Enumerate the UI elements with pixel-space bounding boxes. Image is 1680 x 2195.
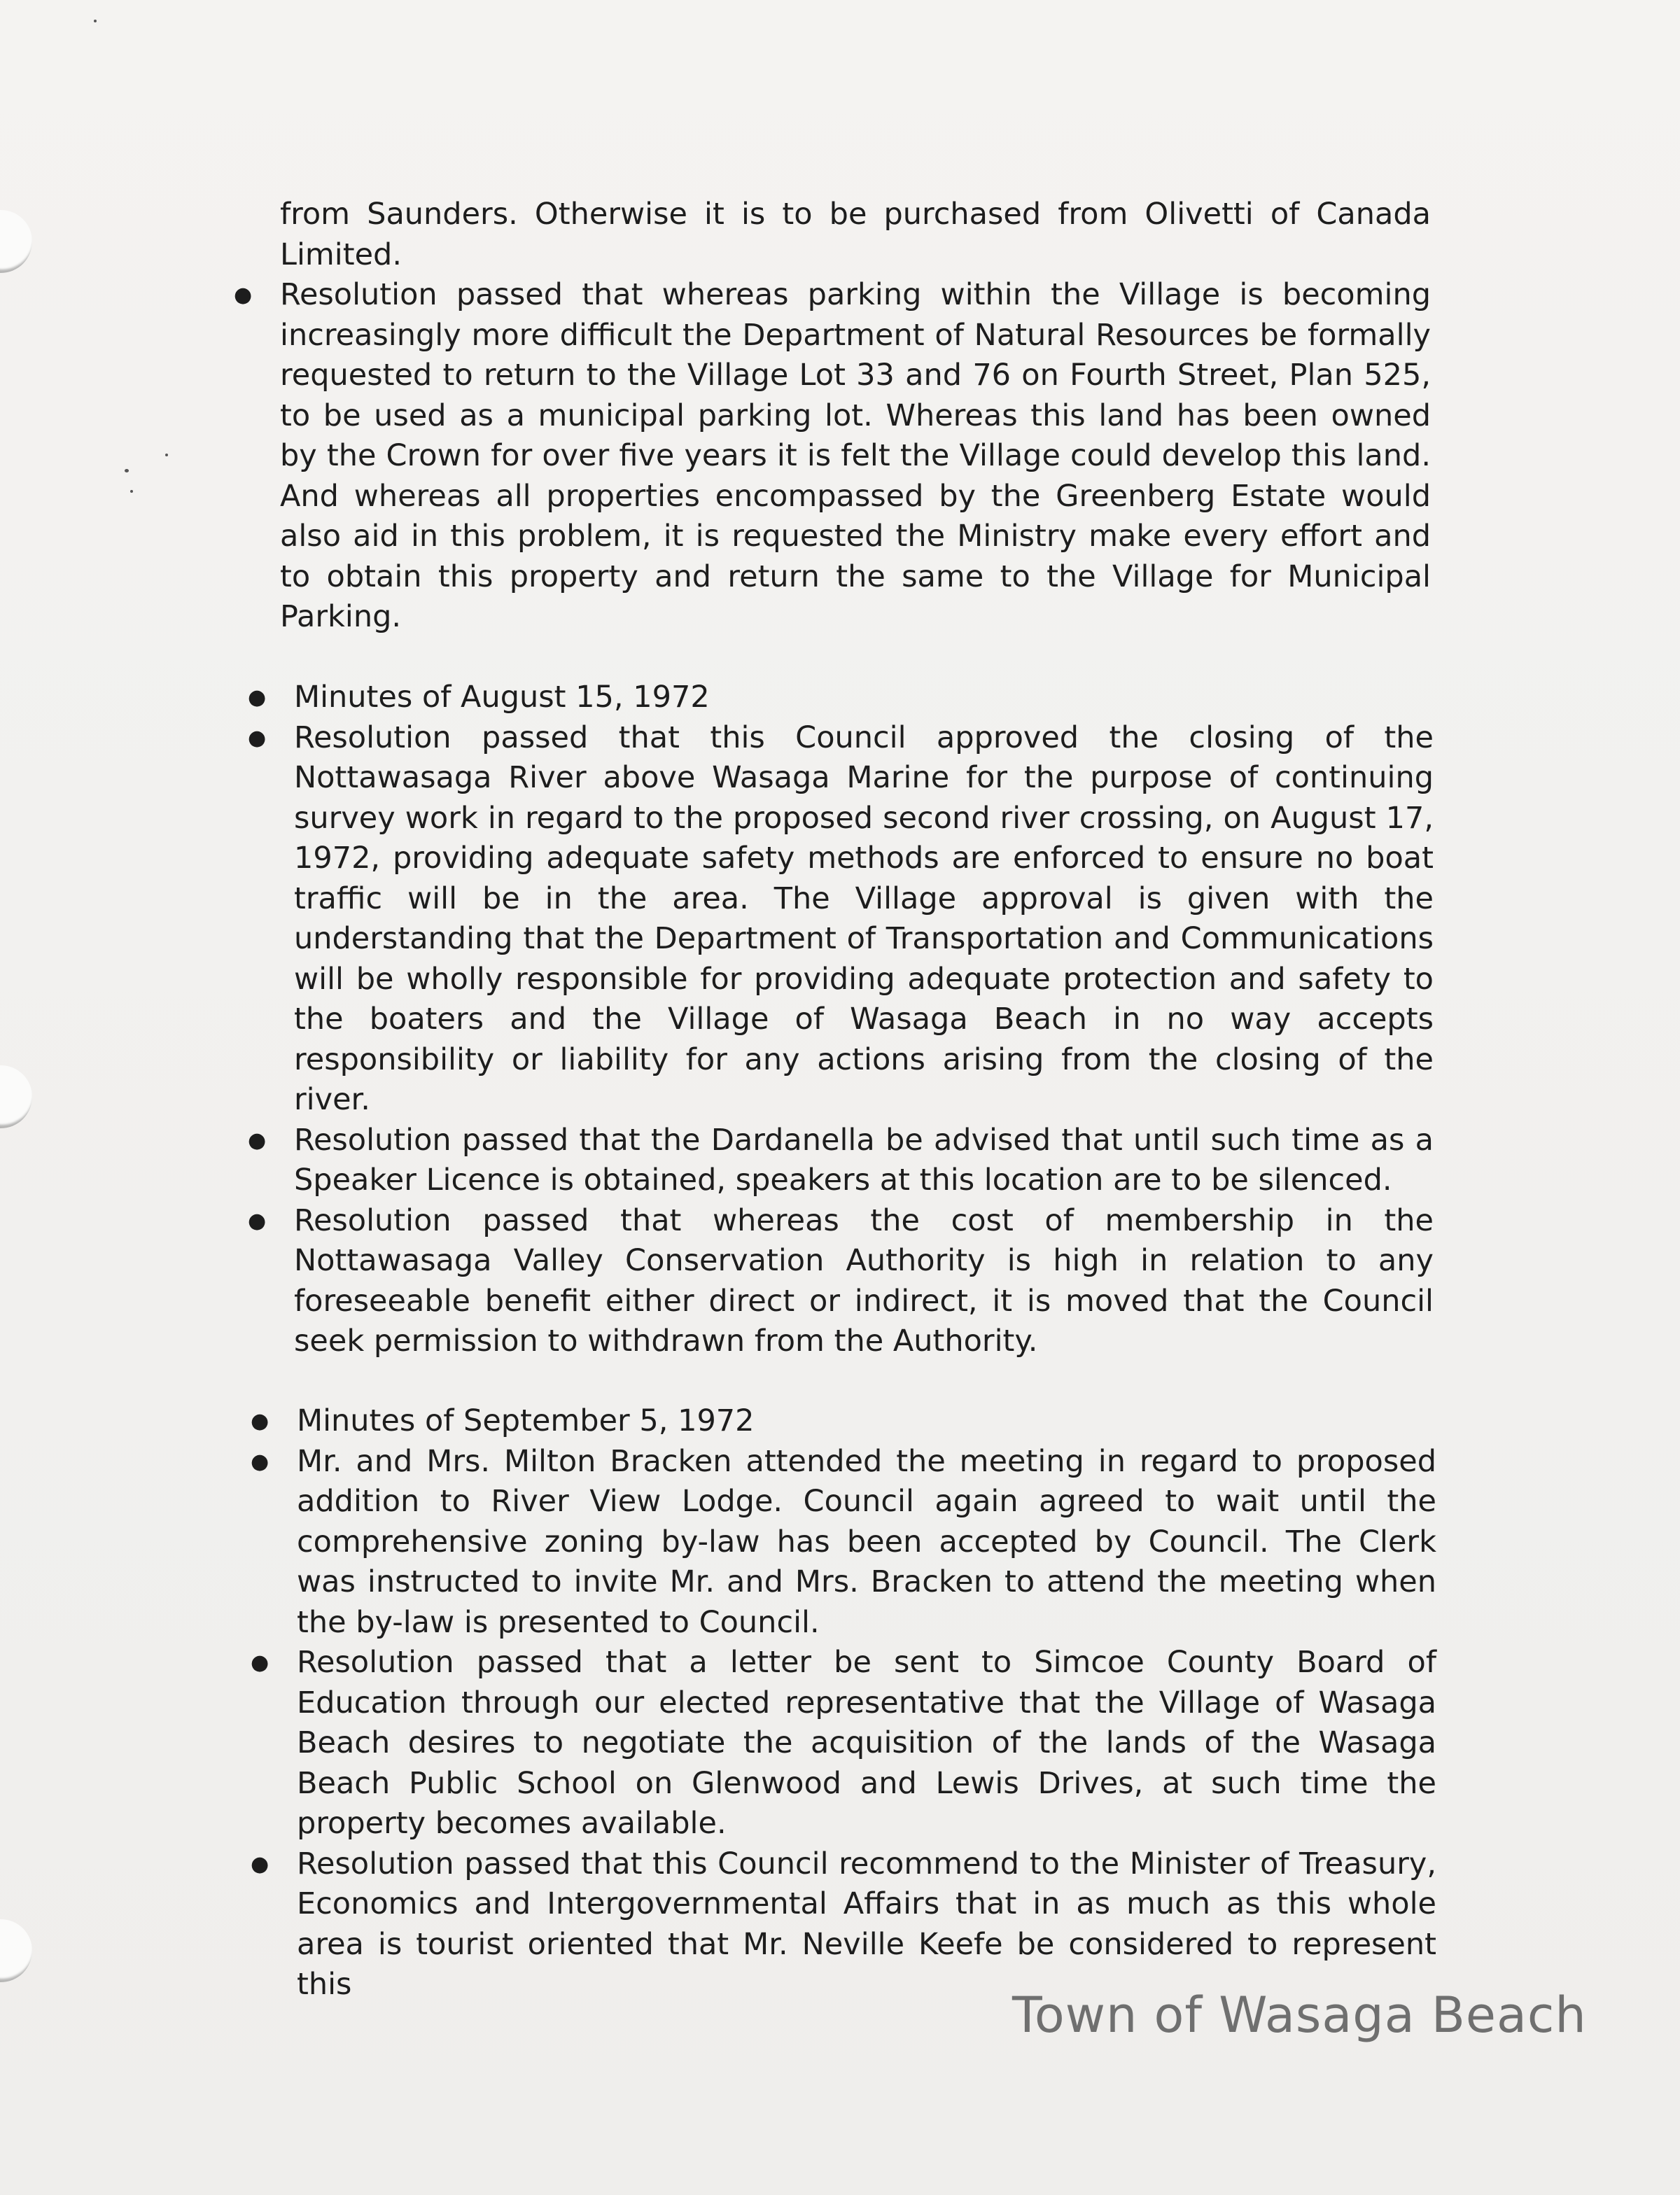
minutes-heading [251, 1401, 1436, 1442]
list-item-text: Resolution passed that whereas parking within the Village is becoming increasingly more difficult the Department of Natural Resources be formally requested to return to the Village Lot 33 and 76 on Fourth Street, Plan 525, to be used as a municipal parking lot. Whereas this land has been owned by the Crown for over five years it is felt the Village could develop this land. And whereas all properties encompassed by the Greenberg Estate would also aid in this problem, it is requested the Ministry make every effort and to obtain this property and return the same to the Village for Municipal Parking. [280, 277, 1431, 634]
list-item-text: Resolution passed that this Council recommend to the Minister of Treasury, Economics and Intergovernmental Affairs that in as much as this whole area is tourist oriented that Mr. Neville Keefe be considered to represent this [297, 1846, 1436, 2002]
bullet-icon: ● [248, 1208, 267, 1233]
punch-hole-bottom [0, 1919, 32, 1982]
scan-speck [165, 454, 168, 456]
bullet-icon: ● [248, 1128, 267, 1153]
list-item-text: Resolution passed that whereas the cost of membership in the Nottawasaga Valley Conservation Authority is high in relation to any foreseeable benefit either direct or indirect, it is moved that the Council seek permission to withdrawn from the Authority. [294, 1202, 1434, 1359]
continuation-paragraph: from Saunders. Otherwise it is to be purchased from Olivetti of Canada Limited. [280, 197, 1431, 272]
bullet-icon: ● [234, 283, 253, 307]
bullet-icon: ● [251, 1449, 270, 1474]
punch-hole-top [0, 210, 32, 273]
bullet-icon: ● [251, 1409, 270, 1433]
list-item-text: Resolution passed that this Council approved the closing of the Nottawasaga River above Wasaga Marine for the purpose of continuing survey work in regard to the proposed second river crossing, on August 17, 1972, providing adequate safety methods are enforced to ensure no boat traffic will be in the area. The Village approval is given with the understanding that the Department of Transportation and Communications will be wholly responsible for providing adequate protection and safety to the boaters and the Village of Wasaga Beach in no way accepts responsibility or liability for any actions arising from the closing of the river. [294, 720, 1434, 1117]
section-august-15 [248, 678, 1434, 1362]
section-september-5 [251, 1401, 1436, 2005]
section-opening [234, 195, 1431, 638]
minutes-heading [248, 678, 1434, 718]
watermark-text: Town of Wasaga Beach [1012, 1986, 1587, 2044]
bullet-icon: ● [248, 685, 267, 710]
bullet-icon: ● [251, 1851, 270, 1877]
list-item [251, 1643, 1436, 1844]
minutes-heading-text: Minutes of August 15, 1972 [294, 680, 710, 715]
list-item [248, 718, 1434, 1121]
bullet-icon: ● [248, 725, 267, 750]
bullet-icon: ● [251, 1650, 270, 1675]
list-item [251, 1844, 1436, 2005]
minutes-heading-text: Minutes of September 5, 1972 [297, 1403, 755, 1438]
list-item [248, 1201, 1434, 1362]
scan-speck [125, 469, 129, 472]
punch-hole-middle [0, 1065, 32, 1128]
list-item [248, 1121, 1434, 1201]
list-item-text: Resolution passed that the Dardanella be advised that until such time as a Speaker Licence is obtained, speakers at this location are to be silenced. [294, 1122, 1434, 1198]
scan-speck [130, 490, 133, 493]
list-item [234, 275, 1431, 638]
list-item-text: Resolution passed that a letter be sent to Simcoe County Board of Education through our elected representative that the Village of Wasaga Beach desires to negotiate the acquisition of the lands of the Wasaga Beach Public School on Glenwood and Lewis Drives, at such time the property becomes available. [297, 1645, 1436, 1841]
scan-speck [94, 20, 97, 22]
list-item-text: Mr. and Mrs. Milton Bracken attended the meeting in regard to proposed addition to River View Lodge. Council again agreed to wait until the comprehensive zoning by-law has been accepted by Council. The Clerk was instructed to invite Mr. and Mrs. Bracken to attend the meeting when the by-law is presented to Council. [297, 1443, 1436, 1640]
list-item [251, 1442, 1436, 1643]
